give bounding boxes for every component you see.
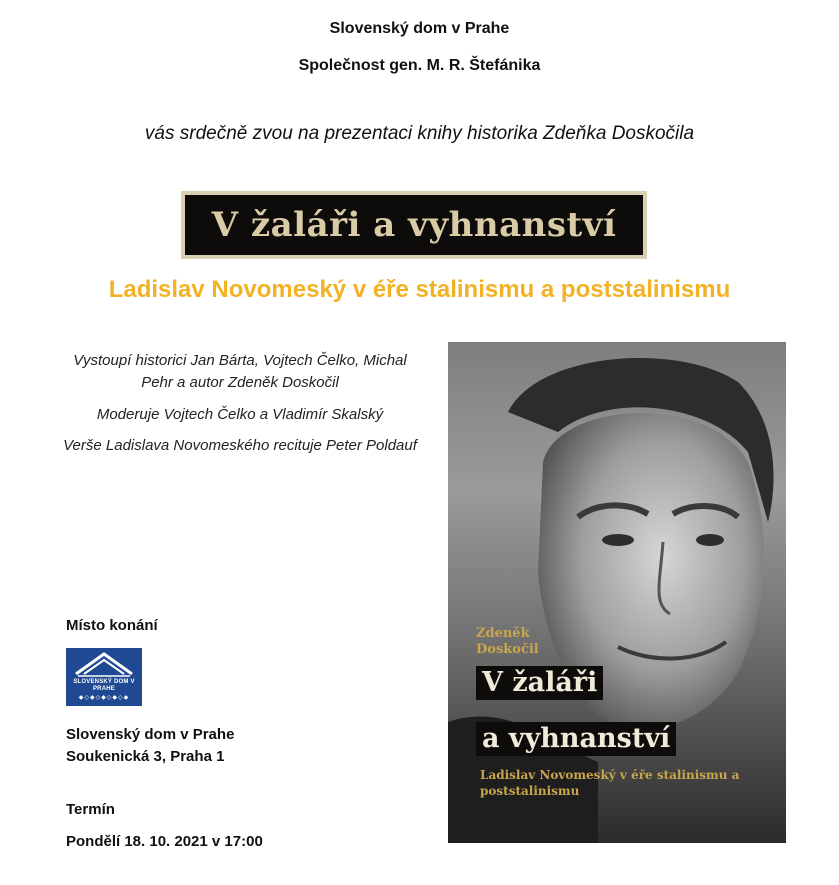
venue-label: Místo konání (66, 617, 158, 634)
book-title-banner (181, 191, 647, 259)
venue-address: Soukenická 3, Praha 1 (66, 748, 225, 765)
speakers-text: Vystoupí historici Jan Bárta, Vojtech Čelko, Michal Pehr a autor Zdeněk Doskočil (73, 352, 407, 391)
logo-text: SLOVENSKÝ DOM V PRAHE (73, 679, 135, 692)
roof-icon (66, 648, 142, 680)
date-label: Termín (66, 801, 115, 818)
cover-subtitle: Ladislav Novomeský v éře stalinismu a poststalinismu (480, 768, 740, 798)
verses-text: Verše Ladislava Novomeského recituje Peter Poldauf (63, 437, 417, 454)
book-title: V žaláři a vyhnanství (211, 205, 617, 245)
venue-name: Slovenský dom v Prahe (66, 726, 235, 743)
organizer-line-2: Společnost gen. M. R. Štefánika (298, 57, 541, 74)
logo-ornament: ◆◇◆◇◆◇◆◇◆ (78, 695, 130, 701)
book-subtitle: Ladislav Novomeský v éře stalinismu a poststalinismu (108, 276, 731, 303)
cover-title-line-1: V žaláři (476, 666, 603, 700)
slovensky-dom-logo (66, 648, 142, 706)
date-value: Pondělí 18. 10. 2021 v 17:00 (66, 833, 263, 850)
invitation-text: vás srdečně zvou na prezentaci knihy historika Zdeňka Doskočila (144, 123, 695, 144)
cover-title-line-2: a vyhnanství (476, 722, 676, 756)
moderator-text: Moderuje Vojtech Čelko a Vladimír Skalský (96, 406, 384, 423)
cover-author: Zdeněk Doskočil (476, 626, 539, 657)
organizer-line-1: Slovenský dom v Prahe (329, 20, 510, 37)
book-cover-image (448, 342, 786, 843)
